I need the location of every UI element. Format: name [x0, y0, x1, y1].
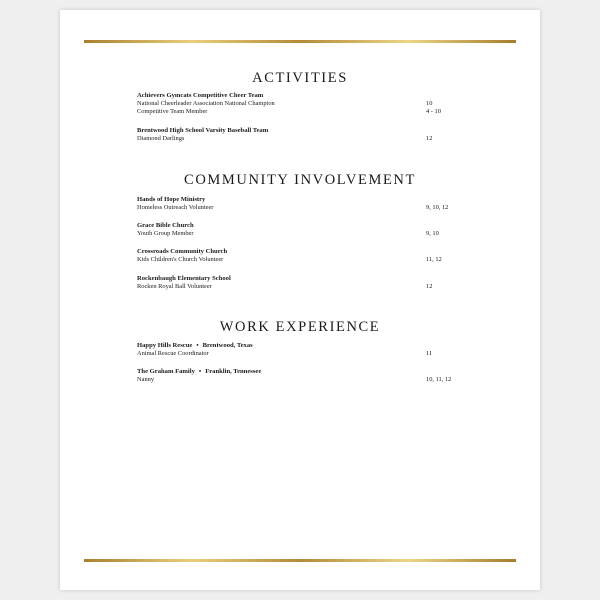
entry-role: Kids Children's Church Volunteer [137, 256, 224, 263]
top-gold-divider [84, 40, 516, 43]
bullet-separator: • [196, 342, 199, 349]
entry-role: Rocken Royal Ball Volunteer [137, 283, 212, 290]
employer-location: Franklin, Tennessee [205, 368, 262, 375]
work-entry [137, 341, 467, 358]
employer-name: Happy Hills Rescue [137, 342, 193, 349]
work-experience-heading: WORK EXPERIENCE [219, 319, 381, 335]
community-involvement-heading: COMMUNITY INVOLVEMENT [184, 172, 416, 188]
entry-row [137, 135, 467, 143]
community-entry [137, 195, 467, 212]
activity-entry [137, 126, 467, 143]
entry-organization: Achievers Gymcats Competitive Cheer Team [137, 92, 264, 99]
entry-row [137, 100, 467, 108]
community-entry [137, 247, 467, 264]
activity-entry [137, 91, 467, 116]
entry-organization: Hands of Hope Ministry [137, 196, 206, 203]
entry-role: Diamond Darlings [137, 135, 185, 142]
entry-row [137, 204, 467, 212]
employer-location: Brentwood, Texas [202, 342, 253, 349]
entry-row [137, 108, 467, 116]
entry-row [137, 283, 467, 291]
entry-row [137, 256, 467, 264]
entry-organization [137, 341, 467, 350]
work-entry [137, 367, 467, 384]
entry-role: Youth Group Member [137, 230, 194, 237]
entry-grades: 9, 10 [426, 230, 439, 237]
entry-organization: Grace Bible Church [137, 222, 194, 229]
entry-organization: Brentwood High School Varsity Baseball Team [137, 127, 269, 134]
entry-grades: 11, 12 [426, 256, 442, 263]
entry-organization: Crossroads Community Church [137, 248, 228, 255]
community-entry [137, 221, 467, 238]
entry-role: Nanny [137, 376, 155, 383]
entry-role: Competitive Team Member [137, 108, 208, 115]
entry-row [137, 376, 467, 384]
community-entry [137, 274, 467, 291]
entry-grades: 12 [426, 283, 433, 290]
entry-organization [137, 367, 467, 376]
entry-organization: Rockenbaugh Elementary School [137, 275, 231, 282]
resume-page [60, 10, 540, 590]
entry-grades: 11 [426, 350, 433, 357]
entry-role: Animal Rescue Coordinator [137, 350, 209, 357]
entry-row [137, 230, 467, 238]
bottom-gold-divider [84, 559, 516, 562]
entry-role: National Cheerleader Association National Champion [137, 100, 275, 107]
entry-role: Homeless Outreach Volunteer [137, 204, 214, 211]
entry-grades: 10 [426, 100, 433, 107]
entry-grades: 12 [426, 135, 433, 142]
entry-row [137, 350, 467, 358]
employer-name: The Graham Family [137, 368, 195, 375]
bullet-separator: • [198, 368, 202, 375]
activities-heading: ACTIVITIES [252, 70, 348, 86]
entry-grades: 4 - 10 [426, 108, 441, 115]
entry-grades: 10, 11, 12 [426, 376, 452, 383]
entry-grades: 9, 10, 12 [426, 204, 449, 211]
